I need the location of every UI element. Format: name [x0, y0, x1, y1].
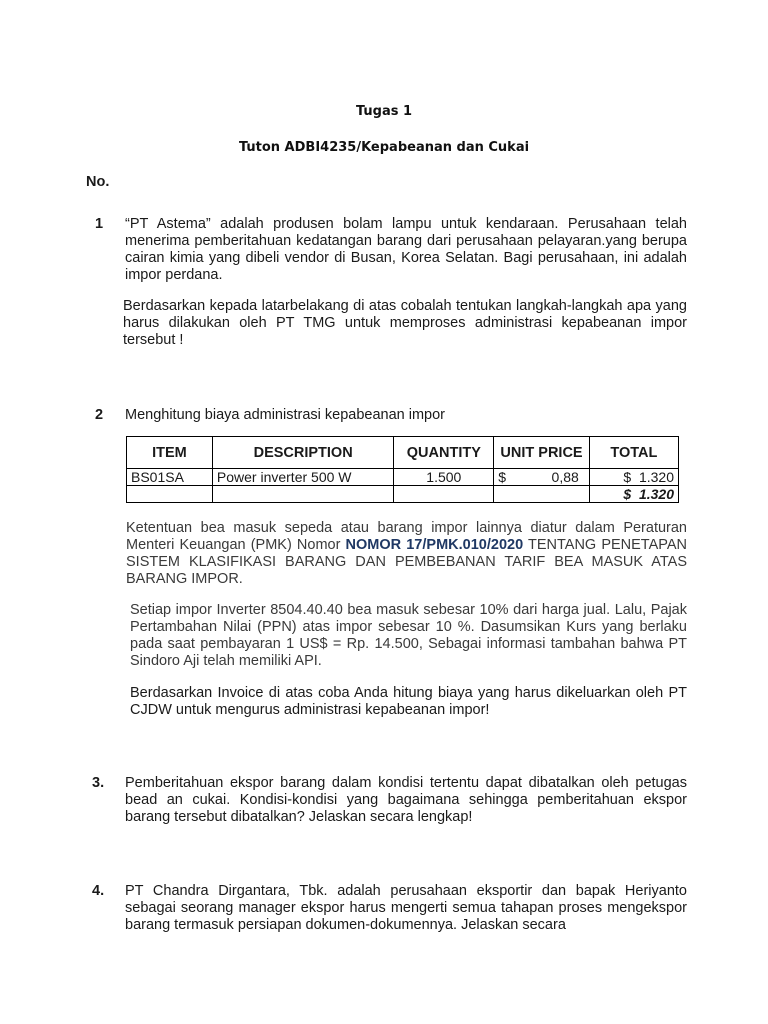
table-total-row — [127, 486, 679, 503]
question-3-text: Pemberitahuan ekspor barang dalam kondisi tertentu dapat dibatalkan oleh petugas bead an cukai. Kondisi-kondisi yang bagaimana sehingga pemberitahuan ekspor barang tersebut dibatalkan? Jelaskan secara lengkap! — [125, 775, 687, 825]
table-header-item: ITEM — [127, 437, 213, 469]
empty-cell — [212, 486, 394, 503]
regulation-text-end: TENTANG PENETAPAN SISTEM KLASIFIKASI BARANG DAN PEMBEBANAN TARIF BEA MASUK ATAS BARANG IMPOR. — [126, 537, 687, 587]
question-4-number: 4. — [92, 883, 105, 899]
regulation-text-start: Ketentuan bea masuk sepeda atau barang impor lainnya diatur dalam Peraturan Menteri Keuangan (PMK) Nomor — [126, 520, 687, 553]
item-code-cell: BS01SA — [127, 469, 213, 486]
empty-cell — [494, 486, 590, 503]
table-header-total: TOTAL — [589, 437, 678, 469]
document-subtitle: Tuton ADBI4235/Kepabeanan dan Cukai — [238, 140, 530, 155]
question-2-number: 2 — [95, 407, 104, 423]
grand-total-cell: $ 1.320 — [589, 486, 678, 503]
empty-cell — [127, 486, 213, 503]
question-1-paragraph-2: Berdasarkan kepada latarbelakang di atas cobalah tentukan langkah-langkah apa yang harus dilakukan oleh PT TMG untuk memproses administrasi kepabeanan impor tersebut ! — [123, 298, 687, 348]
question-1-paragraph-1: “PT Astema” adalah produsen bolam lampu untuk kendaraan. Perusahaan telah menerima pemberitahuan kedatangan barang dari perusahaan pelayaran.yang berupa cairan kimia yang dibeli vendor di Busan, Korea Selatan. Bagi perusahaan, ini adalah impor perdana. — [125, 216, 687, 283]
question-2-instruction: Berdasarkan Invoice di atas coba Anda hitung biaya yang harus dikeluarkan oleh PT CJDW untuk mengurus administrasi kepabeanan impor! — [130, 685, 687, 718]
table-header-description: DESCRIPTION — [212, 437, 394, 469]
invoice-table — [126, 436, 679, 503]
unit-price-currency: $ — [498, 469, 507, 485]
description-cell: Power inverter 500 W — [212, 469, 394, 486]
total-cell: $ 1.320 — [589, 469, 678, 486]
table-header-quantity: QUANTITY — [394, 437, 494, 469]
table-header-unit-price: UNIT PRICE — [494, 437, 590, 469]
question-2-tax-paragraph: Setiap impor Inverter 8504.40.40 bea masuk sebesar 10% dari harga jual. Lalu, Pajak Pertambahan Nilai (PPN) atas impor sebesar 10 %. Dasumsikan Kurs yang berlaku pada saat pembayaran 1 US$ = Rp. 14.500, Sebagai informasi tambahan bahwa PT Sindoro Aji telah memiliki API. — [130, 602, 687, 669]
unit-price-value: 0,88 — [551, 469, 579, 485]
question-4-text: PT Chandra Dirgantara, Tbk. adalah perusahaan eksportir dan bapak Heriyanto sebagai seorang manager ekspor harus mengerti semua tahapan proses mengekspor barang termasuk persiapan dokumen-dokumennya. Jelaskan secara — [125, 883, 687, 933]
table-header-row — [127, 437, 679, 469]
table-row — [127, 469, 679, 486]
question-2-regulation-paragraph — [126, 520, 687, 588]
quantity-cell: 1.500 — [394, 469, 494, 486]
question-3-number: 3. — [92, 775, 105, 791]
question-1-number: 1 — [95, 216, 104, 232]
regulation-number-highlight: NOMOR 17/PMK.010/2020 — [345, 537, 524, 553]
unit-price-cell — [494, 469, 590, 486]
number-column-label: No. — [86, 174, 110, 190]
document-title: Tugas 1 — [355, 104, 413, 119]
empty-cell — [394, 486, 494, 503]
question-2-intro: Menghitung biaya administrasi kepabeanan impor — [125, 407, 445, 423]
